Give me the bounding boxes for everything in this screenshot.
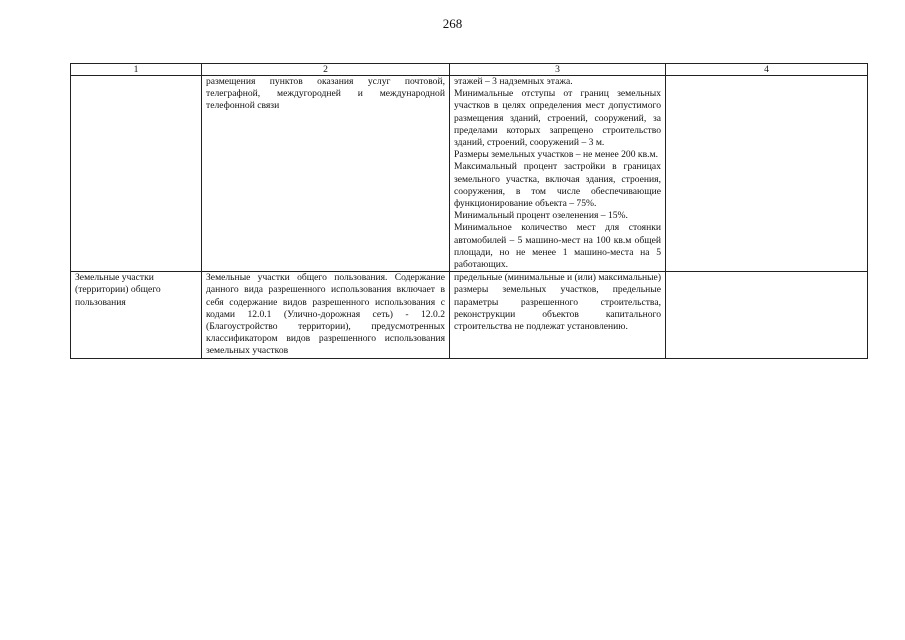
column-header-3: 3 bbox=[450, 64, 666, 76]
table-cell-col2 bbox=[202, 272, 450, 358]
regulations-table bbox=[70, 63, 868, 359]
table-cell-col3 bbox=[450, 272, 666, 358]
table-cell-col1 bbox=[71, 272, 202, 358]
table-cell-col4 bbox=[666, 272, 868, 358]
cell-text: этажей – 3 надземных этажа. Минимальные отступы от границ земельных участков в целях определения мест допустимого размещения зданий, строений, сооружений, за пределами которых запрещено строительство зданий, строений, сооружений – 3 м. Размеры земельных участков – не менее 200 кв.м. Максимальный процент застройки в границах земельного участка, включая здания, строения, сооружения, в том числе обеспечивающие функционирование объекта – 75%. Минимальный процент озеленения – 15%. Минимальное количество мест для стоянки автомобилей – 5 машино-мест на 100 кв.м общей площади, но не менее 1 машино-места на 5 работающих. bbox=[454, 76, 661, 271]
table-cell-col1 bbox=[71, 76, 202, 272]
column-header-2: 2 bbox=[202, 64, 450, 76]
table-header-row bbox=[71, 64, 868, 76]
table-row bbox=[71, 272, 868, 358]
page-number: 268 bbox=[442, 16, 463, 31]
cell-text: предельные (минимальные и (или) максимальные) размеры земельных участков, предельные параметры разрешенного строительства, реконструкции объектов капитального строительства не подлежат установлению. bbox=[454, 272, 662, 333]
cell-text: Земельные участки (территории) общего пользования bbox=[75, 272, 161, 308]
cell-text: размещения пунктов оказания услуг почтовой, телеграфной, междугородней и международной телефонной связи bbox=[206, 76, 445, 112]
column-header-4: 4 bbox=[666, 64, 868, 76]
table-cell-col4 bbox=[666, 76, 868, 272]
table-row bbox=[71, 76, 868, 272]
table-cell-col2 bbox=[202, 76, 450, 272]
table-cell-col3 bbox=[450, 76, 666, 272]
column-header-1: 1 bbox=[71, 64, 202, 76]
cell-text: Земельные участки общего пользования. Содержание данного вида разрешенного использования включает в себя содержание видов разрешенного использования с кодами 12.0.1 (Улично-дорожная сеть) - 12.0.2 (Благоустройство территории), предусмотренных классификатором видов разрешенного использования земельных участков bbox=[206, 272, 445, 357]
